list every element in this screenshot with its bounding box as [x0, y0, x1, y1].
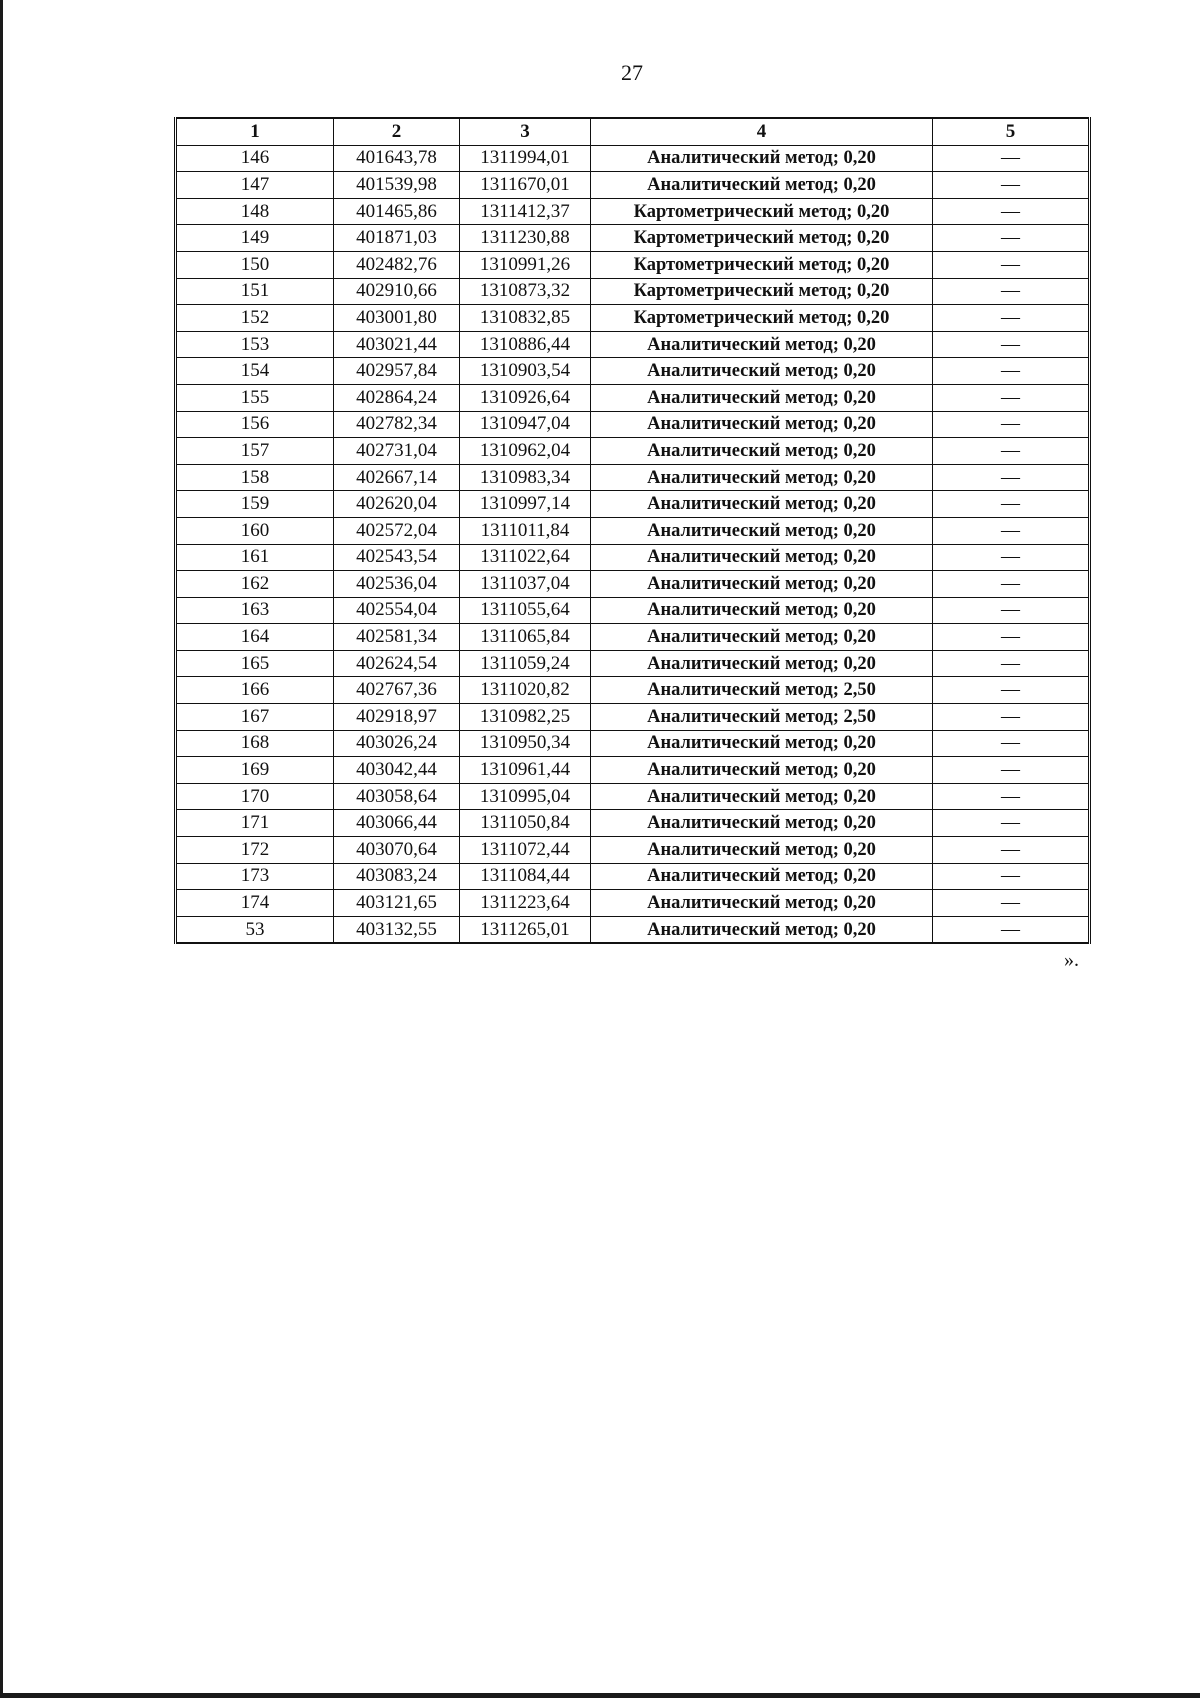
x-coordinate-cell: 402482,76: [334, 251, 460, 278]
description-cell: —: [933, 890, 1090, 917]
x-coordinate-cell: 401643,78: [334, 145, 460, 172]
method-cell: Аналитический метод; 0,20: [591, 358, 933, 385]
table-row: [176, 757, 1090, 784]
method-cell: Картометрический метод; 0,20: [591, 305, 933, 332]
y-coordinate-cell: 1311265,01: [460, 916, 591, 943]
point-number-cell: 151: [176, 278, 334, 305]
method-cell: Аналитический метод; 0,20: [591, 624, 933, 651]
description-cell: —: [933, 730, 1090, 757]
method-cell: Аналитический метод; 0,20: [591, 464, 933, 491]
x-coordinate-cell: 402864,24: [334, 384, 460, 411]
x-coordinate-cell: 402624,54: [334, 650, 460, 677]
description-cell: —: [933, 384, 1090, 411]
description-cell: —: [933, 916, 1090, 943]
point-number-cell: 154: [176, 358, 334, 385]
description-cell: —: [933, 783, 1090, 810]
y-coordinate-cell: 1310962,04: [460, 438, 591, 465]
description-cell: —: [933, 358, 1090, 385]
table-row: [176, 837, 1090, 864]
page-number: 27: [621, 60, 643, 85]
y-coordinate-cell: 1311072,44: [460, 837, 591, 864]
method-cell: Аналитический метод; 0,20: [591, 730, 933, 757]
description-cell: —: [933, 757, 1090, 784]
x-coordinate-cell: 402620,04: [334, 491, 460, 518]
description-cell: —: [933, 571, 1090, 598]
method-cell: Аналитический метод; 0,20: [591, 916, 933, 943]
point-number-cell: 147: [176, 172, 334, 199]
point-number-cell: 148: [176, 198, 334, 225]
method-cell: Аналитический метод; 0,20: [591, 544, 933, 571]
x-coordinate-cell: 402667,14: [334, 464, 460, 491]
y-coordinate-cell: 1311994,01: [460, 145, 591, 172]
point-number-cell: 163: [176, 597, 334, 624]
description-cell: —: [933, 544, 1090, 571]
table-row: [176, 863, 1090, 890]
header-col-4: 4: [591, 118, 933, 145]
x-coordinate-cell: 403070,64: [334, 837, 460, 864]
x-coordinate-cell: 403026,24: [334, 730, 460, 757]
y-coordinate-cell: 1311037,04: [460, 571, 591, 598]
table-header-row: [176, 118, 1090, 145]
y-coordinate-cell: 1310832,85: [460, 305, 591, 332]
header-col-5: 5: [933, 118, 1090, 145]
point-number-cell: 160: [176, 517, 334, 544]
point-number-cell: 174: [176, 890, 334, 917]
description-cell: —: [933, 438, 1090, 465]
point-number-cell: 146: [176, 145, 334, 172]
description-cell: —: [933, 837, 1090, 864]
point-number-cell: 164: [176, 624, 334, 651]
method-cell: Аналитический метод; 0,20: [591, 837, 933, 864]
x-coordinate-cell: 402536,04: [334, 571, 460, 598]
description-cell: —: [933, 305, 1090, 332]
x-coordinate-cell: 401871,03: [334, 225, 460, 252]
description-cell: —: [933, 278, 1090, 305]
table-row: [176, 384, 1090, 411]
description-cell: —: [933, 331, 1090, 358]
description-cell: —: [933, 198, 1090, 225]
table-body: [176, 145, 1090, 943]
y-coordinate-cell: 1310950,34: [460, 730, 591, 757]
method-cell: Аналитический метод; 0,20: [591, 331, 933, 358]
header-col-1: 1: [176, 118, 334, 145]
method-cell: Аналитический метод; 0,20: [591, 384, 933, 411]
point-number-cell: 150: [176, 251, 334, 278]
table-row: [176, 730, 1090, 757]
y-coordinate-cell: 1310995,04: [460, 783, 591, 810]
method-cell: Аналитический метод; 2,50: [591, 704, 933, 731]
point-number-cell: 173: [176, 863, 334, 890]
point-number-cell: 156: [176, 411, 334, 438]
y-coordinate-cell: 1310961,44: [460, 757, 591, 784]
point-number-cell: 155: [176, 384, 334, 411]
x-coordinate-cell: 403083,24: [334, 863, 460, 890]
x-coordinate-cell: 402581,34: [334, 624, 460, 651]
y-coordinate-cell: 1311022,64: [460, 544, 591, 571]
x-coordinate-cell: 403058,64: [334, 783, 460, 810]
table-row: [176, 810, 1090, 837]
point-number-cell: 161: [176, 544, 334, 571]
y-coordinate-cell: 1311055,64: [460, 597, 591, 624]
table-row: [176, 544, 1090, 571]
table-row: [176, 704, 1090, 731]
table-row: [176, 464, 1090, 491]
table-row: [176, 650, 1090, 677]
table-row: [176, 172, 1090, 199]
point-number-cell: 167: [176, 704, 334, 731]
table-row: [176, 916, 1090, 943]
method-cell: Картометрический метод; 0,20: [591, 278, 933, 305]
x-coordinate-cell: 403021,44: [334, 331, 460, 358]
table-row: [176, 890, 1090, 917]
y-coordinate-cell: 1311059,24: [460, 650, 591, 677]
x-coordinate-cell: 403121,65: [334, 890, 460, 917]
y-coordinate-cell: 1311670,01: [460, 172, 591, 199]
point-number-cell: 168: [176, 730, 334, 757]
method-cell: Картометрический метод; 0,20: [591, 251, 933, 278]
description-cell: —: [933, 225, 1090, 252]
method-cell: Аналитический метод; 0,20: [591, 172, 933, 199]
table-row: [176, 198, 1090, 225]
point-number-cell: 170: [176, 783, 334, 810]
method-cell: Картометрический метод; 0,20: [591, 225, 933, 252]
method-cell: Картометрический метод; 0,20: [591, 198, 933, 225]
y-coordinate-cell: 1311011,84: [460, 517, 591, 544]
y-coordinate-cell: 1311223,64: [460, 890, 591, 917]
description-cell: —: [933, 464, 1090, 491]
method-cell: Аналитический метод; 0,20: [591, 650, 933, 677]
description-cell: —: [933, 251, 1090, 278]
method-cell: Аналитический метод; 0,20: [591, 597, 933, 624]
x-coordinate-cell: 402918,97: [334, 704, 460, 731]
point-number-cell: 149: [176, 225, 334, 252]
y-coordinate-cell: 1310903,54: [460, 358, 591, 385]
y-coordinate-cell: 1310991,26: [460, 251, 591, 278]
closing-quote-mark: ».: [1064, 949, 1079, 971]
header-col-3: 3: [460, 118, 591, 145]
table-row: [176, 358, 1090, 385]
table-row: [176, 677, 1090, 704]
y-coordinate-cell: 1310873,32: [460, 278, 591, 305]
table-row: [176, 331, 1090, 358]
x-coordinate-cell: 402554,04: [334, 597, 460, 624]
point-number-cell: 171: [176, 810, 334, 837]
y-coordinate-cell: 1310886,44: [460, 331, 591, 358]
description-cell: —: [933, 863, 1090, 890]
table-row: [176, 571, 1090, 598]
method-cell: Аналитический метод; 0,20: [591, 783, 933, 810]
y-coordinate-cell: 1311412,37: [460, 198, 591, 225]
description-cell: —: [933, 704, 1090, 731]
x-coordinate-cell: 401465,86: [334, 198, 460, 225]
x-coordinate-cell: 402543,54: [334, 544, 460, 571]
method-cell: Аналитический метод; 0,20: [591, 571, 933, 598]
x-coordinate-cell: 403042,44: [334, 757, 460, 784]
y-coordinate-cell: 1311050,84: [460, 810, 591, 837]
description-cell: —: [933, 624, 1090, 651]
point-number-cell: 158: [176, 464, 334, 491]
y-coordinate-cell: 1310983,34: [460, 464, 591, 491]
x-coordinate-cell: 401539,98: [334, 172, 460, 199]
point-number-cell: 162: [176, 571, 334, 598]
y-coordinate-cell: 1310947,04: [460, 411, 591, 438]
table-row: [176, 624, 1090, 651]
description-cell: —: [933, 650, 1090, 677]
y-coordinate-cell: 1310997,14: [460, 491, 591, 518]
table-row: [176, 225, 1090, 252]
method-cell: Аналитический метод; 2,50: [591, 677, 933, 704]
x-coordinate-cell: 403001,80: [334, 305, 460, 332]
point-number-cell: 159: [176, 491, 334, 518]
point-number-cell: 169: [176, 757, 334, 784]
description-cell: —: [933, 172, 1090, 199]
table-row: [176, 251, 1090, 278]
description-cell: —: [933, 491, 1090, 518]
description-cell: —: [933, 517, 1090, 544]
description-cell: —: [933, 677, 1090, 704]
method-cell: Аналитический метод; 0,20: [591, 890, 933, 917]
method-cell: Аналитический метод; 0,20: [591, 517, 933, 544]
description-cell: —: [933, 411, 1090, 438]
x-coordinate-cell: 403132,55: [334, 916, 460, 943]
coordinates-table: [174, 117, 1091, 944]
table-row: [176, 517, 1090, 544]
table-row: [176, 305, 1090, 332]
y-coordinate-cell: 1310982,25: [460, 704, 591, 731]
point-number-cell: 53: [176, 916, 334, 943]
method-cell: Аналитический метод; 0,20: [591, 411, 933, 438]
x-coordinate-cell: 402782,34: [334, 411, 460, 438]
description-cell: —: [933, 810, 1090, 837]
y-coordinate-cell: 1311020,82: [460, 677, 591, 704]
header-col-2: 2: [334, 118, 460, 145]
point-number-cell: 157: [176, 438, 334, 465]
x-coordinate-cell: 403066,44: [334, 810, 460, 837]
x-coordinate-cell: 402731,04: [334, 438, 460, 465]
y-coordinate-cell: 1311230,88: [460, 225, 591, 252]
table-row: [176, 597, 1090, 624]
y-coordinate-cell: 1311084,44: [460, 863, 591, 890]
point-number-cell: 165: [176, 650, 334, 677]
method-cell: Аналитический метод; 0,20: [591, 810, 933, 837]
table-row: [176, 491, 1090, 518]
table-row: [176, 438, 1090, 465]
scan-edge-left: [0, 0, 3, 1698]
point-number-cell: 166: [176, 677, 334, 704]
x-coordinate-cell: 402910,66: [334, 278, 460, 305]
x-coordinate-cell: 402957,84: [334, 358, 460, 385]
table-row: [176, 145, 1090, 172]
point-number-cell: 153: [176, 331, 334, 358]
x-coordinate-cell: 402572,04: [334, 517, 460, 544]
y-coordinate-cell: 1310926,64: [460, 384, 591, 411]
point-number-cell: 152: [176, 305, 334, 332]
method-cell: Аналитический метод; 0,20: [591, 438, 933, 465]
scan-edge-bottom: [0, 1693, 1200, 1698]
method-cell: Аналитический метод; 0,20: [591, 757, 933, 784]
table-row: [176, 411, 1090, 438]
method-cell: Аналитический метод; 0,20: [591, 863, 933, 890]
description-cell: —: [933, 145, 1090, 172]
table-row: [176, 278, 1090, 305]
method-cell: Аналитический метод; 0,20: [591, 145, 933, 172]
y-coordinate-cell: 1311065,84: [460, 624, 591, 651]
table-row: [176, 783, 1090, 810]
point-number-cell: 172: [176, 837, 334, 864]
x-coordinate-cell: 402767,36: [334, 677, 460, 704]
method-cell: Аналитический метод; 0,20: [591, 491, 933, 518]
description-cell: —: [933, 597, 1090, 624]
